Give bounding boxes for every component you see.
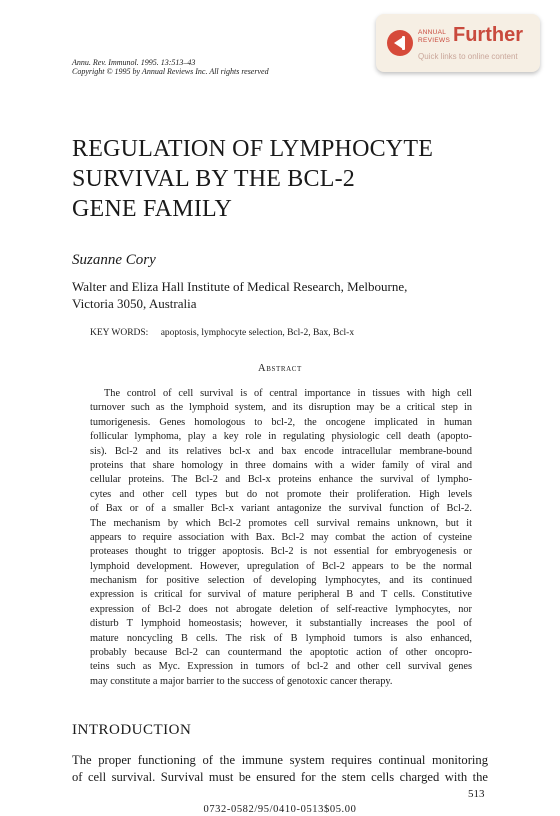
abstract-line: expression is critical for survival of mature peripheral B and T cells. Constitutive [90, 589, 472, 601]
badge-annual-text: ANNUAL [418, 29, 447, 36]
abstract-line: may constitute a major barrier to the success of genotoxic cancer therapy. [90, 675, 393, 687]
abstract-line: cellular proteins. The Bcl-2 and Bcl-x proteins enhance the survival of lympho- [90, 474, 472, 486]
affiliation-line: Walter and Eliza Hall Institute of Medical Research, Melbourne, [72, 279, 408, 294]
affiliation-line: Victoria 3050, Australia [72, 296, 197, 311]
abstract-line: mature noncycling B cells. The risk of B lymphoid tumors is also enhanced, [90, 632, 472, 644]
abstract-line: The control of cell survival is of central importance in tissues with high cell [104, 388, 472, 399]
abstract-line: sis). Bcl-2 and its relatives bcl-x and bax encode intracellular membrane-bound [90, 445, 472, 457]
title-line: REGULATION OF LYMPHOCYTE [72, 136, 434, 162]
abstract-body [90, 387, 472, 689]
abstract-line: proteins that share homology in three domains with a wider family of viral and [90, 459, 472, 471]
keywords-label: KEY WORDS: [90, 328, 149, 338]
article-code: 0732-0582/95/0410-0513$05.00 [203, 804, 357, 815]
badge-further-text: Further [453, 24, 523, 46]
abstract-line: cytes and other cell types but do not promote their proliferation. High levels [90, 488, 472, 500]
citation-journal: Annu. Rev. Immunol. 1995. 13:513–43 [72, 58, 196, 67]
keywords-text: apoptosis, lymphocyte selection, Bcl-2, Bax, Bcl-x [160, 328, 355, 338]
abstract-line: disturb T lymphoid homeostasis; however, it substantially increases the pool of [90, 618, 472, 630]
citation-copyright: Copyright © 1995 by Annual Reviews Inc. All rights reserved [72, 67, 269, 76]
badge-tagline: Quick links to online content [418, 52, 518, 61]
abstract-line: probably because Bcl-2 can countermand the apoptotic action of other oncopro- [90, 647, 472, 659]
abstract-line: expression of Bcl-2 does not abrogate deletion of self-reactive lymphocytes, nor [90, 603, 472, 615]
abstract-line: mechanism for positive selection of developing lymphocytes, and its continued [90, 575, 472, 587]
abstract-line: lymphoid development. However, upregulation of Bcl-2 appears to be the normal [90, 560, 472, 572]
intro-line: The proper functioning of the immune system requires continual monitoring [72, 753, 488, 767]
abstract-line: The mechanism by which Bcl-2 promotes cell survival remains unknown, but it [90, 517, 472, 529]
author-affiliation [72, 278, 407, 312]
abstract-line: of Bax or of a smaller Bcl-x variant antagonize the survival function of Bcl-2. [90, 503, 472, 515]
annual-reviews-logo-icon [387, 30, 413, 56]
intro-line: of cell survival. Survival must be ensured for the stem cells charged with the [72, 770, 488, 784]
abstract-line: follicular lymphoma, play a key role in regulating physiologic cell death (apopto- [90, 431, 472, 443]
article-title [72, 134, 492, 224]
abstract-line: tumorigenesis. Genes homologous to bcl-2, the oncogene implicated in human [90, 416, 472, 428]
badge-reviews-text: REVIEWS [418, 37, 451, 44]
abstract-line: turnover such as the lymphoid system, and its disruption may be a critical step in [90, 402, 472, 414]
keywords [90, 328, 354, 338]
abstract-line: proteases thought to trigger apoptosis. Bcl-2 is not essential for embryogenesis or [90, 546, 472, 558]
further-badge[interactable] [376, 14, 540, 72]
title-line: GENE FAMILY [72, 196, 233, 222]
title-line: SURVIVAL BY THE BCL-2 [72, 166, 355, 192]
abstract-line: teins such as Myc. Expression in tumors of bcl-2 and other cell survival genes [90, 661, 472, 673]
introduction-body [72, 752, 488, 786]
abstract-heading: Abstract [258, 363, 302, 374]
author-name: Suzanne Cory [72, 252, 156, 268]
section-heading-introduction: INTRODUCTION [72, 722, 192, 738]
page-number: 513 [468, 788, 485, 800]
abstract-line: appears to require association with Bax. Bcl-2 may combat the action of cysteine [90, 531, 472, 543]
